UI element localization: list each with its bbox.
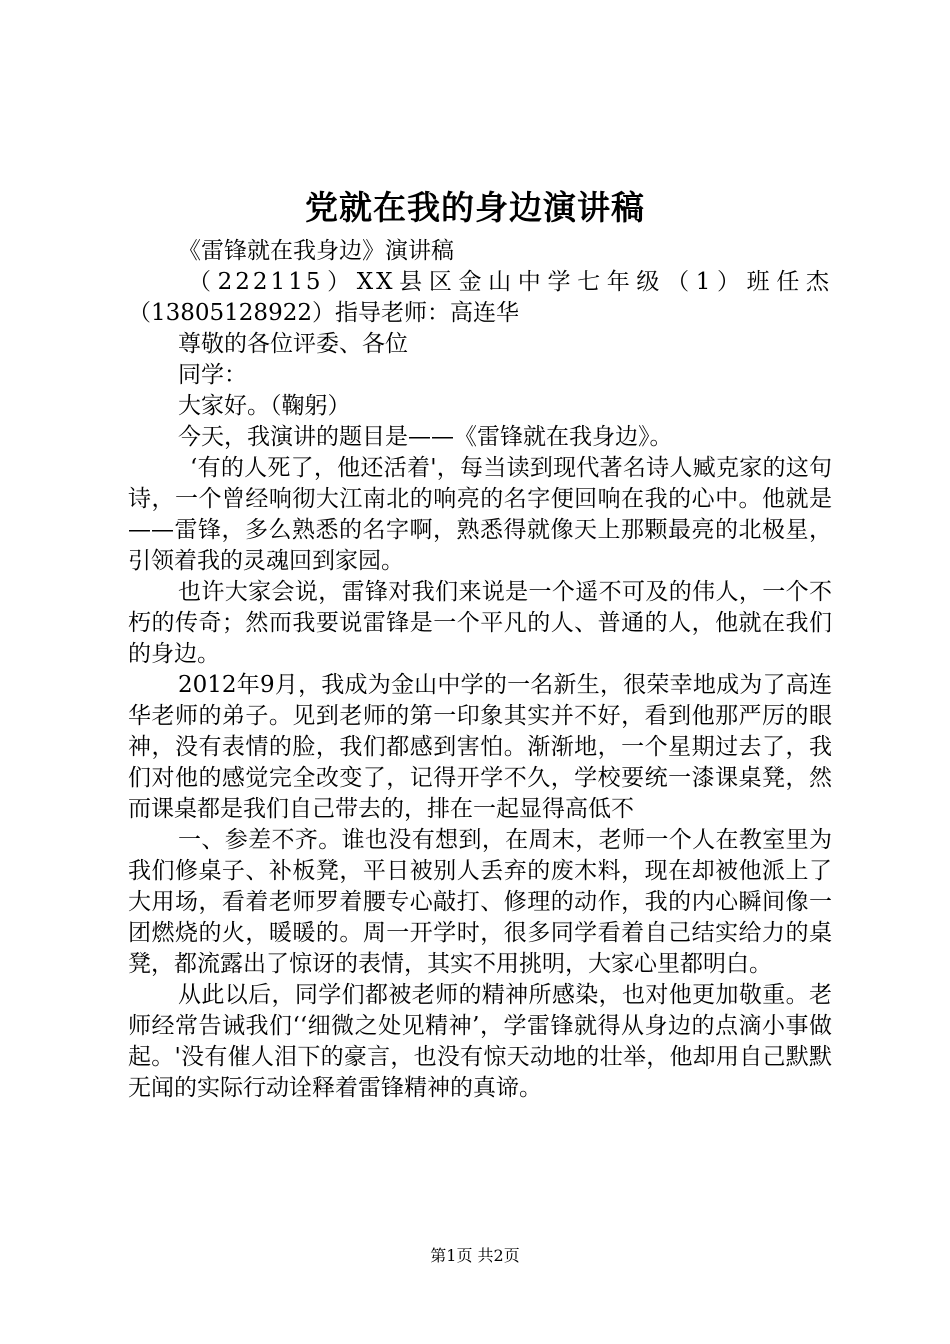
author-line-2: （13805128922）指导老师：高连华 bbox=[128, 300, 519, 326]
paragraph: 一、参差不齐。谁也没有想到，在周末，老师一个人在教室里为我们修桌子、补板凳，平日被别人丢弃的废木料，现在却被他派上了大用场，看着老师罗着腰专心敲打、修理的动作，我的内心瞬间像一团燃烧的火，暖暖的。周一开学时，很多同学看着自己结实给力的桌凳，都流露出了惊讶的表情，其实不用挑明，大家心里都明白。 bbox=[128, 827, 832, 977]
page-number: 第1页 共2页 bbox=[430, 1246, 520, 1265]
document-title: 党就在我的身边演讲稿 bbox=[305, 188, 645, 227]
author-line-1: （222115）XX县区金山中学七年级（1）班任杰 bbox=[188, 269, 832, 295]
greeting-line-1: 尊敬的各位评委、各位 bbox=[178, 331, 408, 357]
subtitle: 《雷锋就在我身边》演讲稿 bbox=[178, 238, 454, 264]
paragraph: 2012年9月，我成为金山中学的一名新生，很荣幸地成为了高连华老师的弟子。见到老师的第一印象其实并不好，看到他那严厉的眼神，没有表情的脸，我们都感到害怕。渐渐地，一个星期过去了，我们对他的感觉完全改变了，记得开学不久，学校要统一漆课桌凳，然而课桌都是我们自己带去的，排在一起显得高低不 bbox=[128, 672, 832, 822]
author-info bbox=[128, 267, 832, 329]
paragraph: 从此以后，同学们都被老师的精神所感染，也对他更加敬重。老师经常告诫我们‘‘细微之处见精神’，学雷锋就得从身边的点滴小事做起。'没有催人泪下的豪言，也没有惊天动地的壮举，他却用自己默默无闻的实际行动诠释着雷锋精神的真谛。 bbox=[128, 982, 832, 1101]
greeting-line-2: 同学： bbox=[178, 362, 247, 388]
paragraph: 今天，我演讲的题目是——《雷锋就在我身边》。 bbox=[178, 424, 673, 450]
paragraph: 也许大家会说，雷锋对我们来说是一个遥不可及的伟人，一个不朽的传奇；然而我要说雷锋是一个平凡的人、普通的人，他就在我们的身边。 bbox=[128, 579, 832, 667]
greeting-line-3: 大家好。（鞠躬） bbox=[178, 393, 351, 419]
paragraph: ‘有的人死了，他还活着'，每当读到现代著名诗人臧克家的这句诗，一个曾经响彻大江南北的响亮的名字便回响在我的心中。他就是——雷锋，多么熟悉的名字啊，熟悉得就像天上那颗最亮的北极星，引领着我的灵魂回到家园。 bbox=[128, 455, 832, 574]
document-body bbox=[128, 236, 832, 1104]
